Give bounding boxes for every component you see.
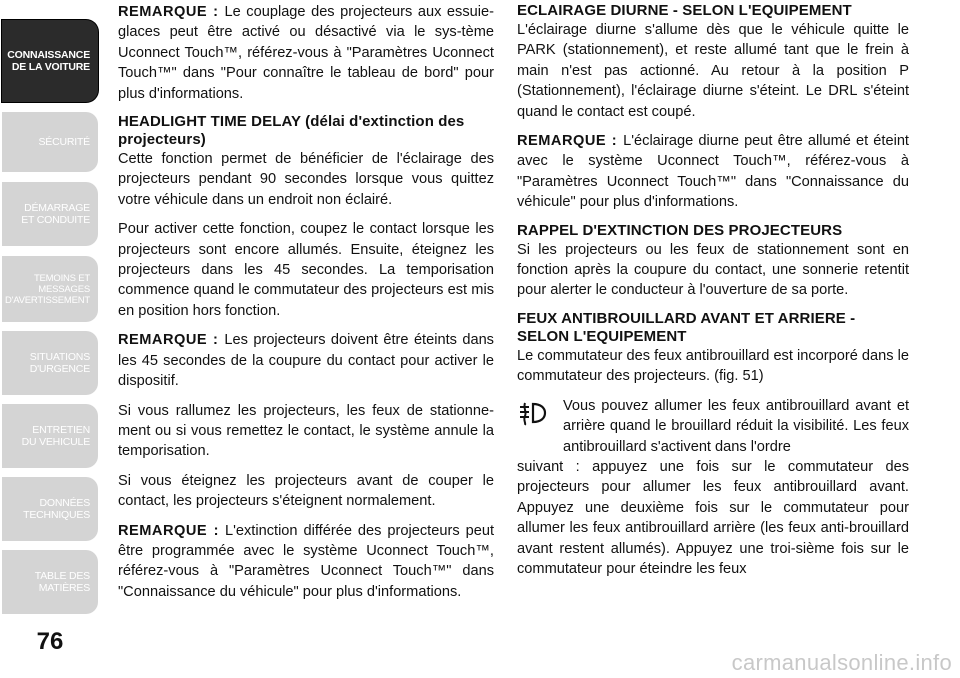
tab-situations-urgence[interactable]: SITUATIONS D'URGENCE <box>2 331 98 395</box>
heading-paren: (délai d'extinction des projecteurs) <box>118 113 465 149</box>
note-label: REMARQUE : <box>118 332 219 349</box>
heading-headlight-time-delay <box>118 113 494 149</box>
note-text: L'éclairage diurne peut être allumé et éteint avec le système Uconnect Touch™, référez-vous à "Paramètres Uconnect Touch™" dans "Connaissance du véhicule" pour plus d'informations. <box>517 133 909 211</box>
paragraph <box>517 396 909 580</box>
chapter-sidebar <box>0 0 103 678</box>
tab-table-matieres[interactable]: TABLE DES MATIÈRES <box>2 550 98 614</box>
note-extinction <box>118 521 494 603</box>
paragraph: Pour activer cette fonction, coupez le contact lorsque les projecteurs sont encore allumés. Ensuite, éteignez les projecteurs dans les 45 secondes. La temporisation commence quand le commutateur des projecteurs est mis en position hors fonction. <box>118 221 494 319</box>
paragraph: Cette fonction permet de bénéficier de l'éclairage des projecteurs pendant 90 secondes lorsque vous quittez votre véhicule dans un endroit non éclairé. <box>118 151 494 208</box>
note-label: REMARQUE : <box>118 522 219 539</box>
front-fog-light-icon <box>517 400 549 426</box>
heading-main: HEADLIGHT TIME DELAY <box>118 113 301 131</box>
watermark: carmanualsonline.info <box>731 650 952 675</box>
heading-feux-antibrouillard: FEUX ANTIBROUILLARD AVANT ET ARRIERE - SELON L'EQUIPEMENT <box>517 309 856 345</box>
tab-temoins-messages[interactable]: TEMOINS ET MESSAGES D'AVERTISSEMENT <box>2 256 98 322</box>
fog-light-block <box>517 396 909 580</box>
paragraph: Si vous éteignez les projecteurs avant de couper le contact, les projecteurs s'éteignent normalement. <box>118 472 494 510</box>
note-delai <box>118 330 494 391</box>
paragraph: Si vous rallumez les projecteurs, les feux de stationne-ment ou si vous remettez le contact, le système annule la temporisation. <box>118 402 494 460</box>
paragraph: Le commutateur des feux antibrouillard est incorporé dans le commutateur des projecteurs. (fig. 51) <box>517 347 909 385</box>
heading-eclairage-diurne: ECLAIRAGE DIURNE - SELON L'EQUIPEMENT <box>517 2 852 19</box>
paragraph: L'éclairage diurne s'allume dès que le véhicule quitte le PARK (stationnement), et reste allumé tant que le frein à main n'est pas actionné. Au retour à la position P (Stationnement), l'éclairage diurne s'éteint. Le DRL s'éteint quand le contact est coupé. <box>517 22 909 120</box>
page-number: 76 <box>36 628 64 655</box>
tab-donnees-techniques[interactable]: DONNÉES TECHNIQUES <box>2 477 98 541</box>
left-column <box>118 2 494 611</box>
tab-connaissance-voiture[interactable]: CONNAISSANCE DE LA VOITURE <box>2 20 98 102</box>
paragraph: Si les projecteurs ou les feux de stationnement sont en fonction après la coupure du contact, une sonnerie retentit pour alerter le conducteur à l'ouverture de sa porte. <box>517 241 909 299</box>
note-couplage <box>118 2 494 104</box>
note-text: L'extinction différée des projecteurs peut être programmée avec le système Uconnect Touch™, référez-vous à "Paramètres Uconnect Touch™" dans "Connaissance du véhicule" pour plus d'informations. <box>118 522 494 600</box>
right-column <box>517 2 909 579</box>
note-text: Les projecteurs doivent être éteints dans les 45 secondes de la coupure du contact pour activer le dispositif. <box>118 332 494 390</box>
tab-demarrage-conduite[interactable]: DÉMARRAGE ET CONDUITE <box>2 182 98 246</box>
note-text: Le couplage des projecteurs aux essuie-glaces peut être activé ou désactivé via le sys-tème Uconnect Touch™, référez-vous à "Paramètres Uconnect Touch™" dans "Pour connaître le tableau de bord" pour plus d'informations. <box>118 4 494 102</box>
tab-entretien-vehicule[interactable]: ENTRETIEN DU VEHICULE <box>2 404 98 468</box>
note-eclairage-diurne <box>517 131 909 213</box>
paragraph-rest: suivant : appuyez une fois sur le commutateur des projecteurs pour allumer les feux antibrouillard avant. Appuyez une deuxième fois sur le commutateur pour allumer les feux antibrouillard arrière (les feux anti-brouillard avant restent allumés). Appuyez une troi-sième fois sur le commutateur pour éteindre les feux <box>517 458 909 577</box>
heading-rappel-extinction: RAPPEL D'EXTINCTION DES PROJECTEURS <box>517 221 843 239</box>
paragraph-indented: Vous pouvez allumer les feux antibrouillard avant et arrière quand le brouillard réduit la visibilité. Les feux antibrouillard s'activent dans l'ordre <box>563 397 909 455</box>
tab-securite[interactable]: SÉCURITÉ <box>2 112 98 172</box>
note-label: REMARQUE : <box>517 133 618 150</box>
note-label: REMARQUE : <box>118 4 219 20</box>
